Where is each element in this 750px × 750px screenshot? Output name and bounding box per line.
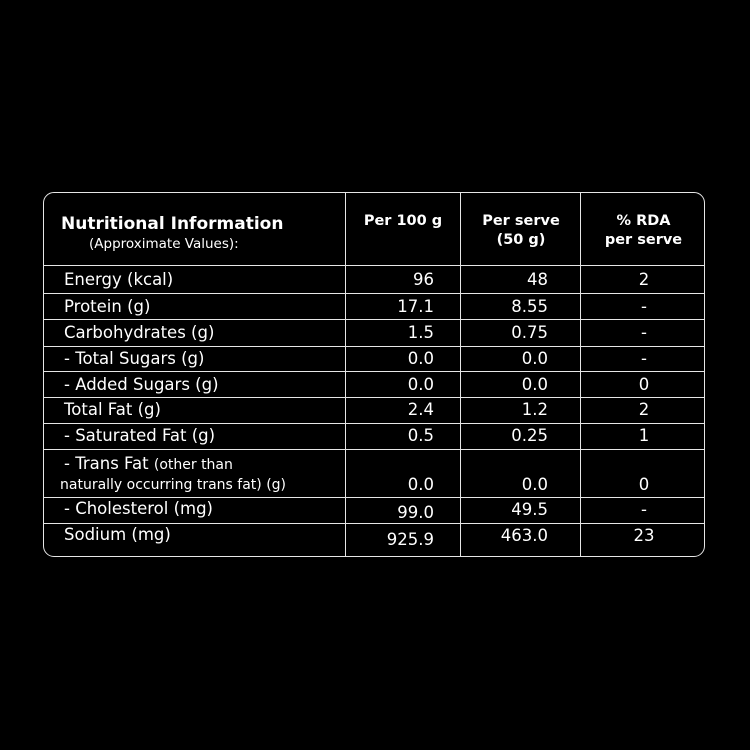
per-serve-value: 463.0 bbox=[500, 526, 548, 545]
per-100g-value: 17.1 bbox=[397, 297, 434, 316]
rda-value: 2 bbox=[638, 270, 650, 289]
column-divider bbox=[345, 193, 346, 556]
rda-value: - bbox=[641, 349, 647, 368]
row-label: Total Fat (g) bbox=[64, 400, 161, 419]
row-label: - Total Sugars (g) bbox=[64, 349, 205, 368]
rda-value: - bbox=[641, 323, 647, 342]
per-serve-value: 0.25 bbox=[511, 426, 548, 445]
column-header-per-serve-size: (50 g) bbox=[496, 232, 546, 248]
column-header-rda-label: % RDA bbox=[616, 213, 671, 229]
row-divider bbox=[44, 423, 704, 424]
per-serve-value: 1.2 bbox=[521, 400, 548, 419]
rda-value: 0 bbox=[638, 375, 650, 394]
table-title: Nutritional Information bbox=[61, 214, 284, 234]
per-100g-value: 0.5 bbox=[407, 426, 434, 445]
row-divider bbox=[44, 346, 704, 347]
per-100g-value: 0.0 bbox=[407, 375, 434, 394]
per-100g-value: 0.0 bbox=[407, 475, 434, 494]
table-subtitle: (Approximate Values): bbox=[89, 236, 239, 252]
per-serve-value: 8.55 bbox=[511, 297, 548, 316]
row-divider bbox=[44, 523, 704, 524]
column-header-per-100g bbox=[345, 212, 461, 231]
per-100g-value: 925.9 bbox=[386, 530, 434, 549]
row-divider bbox=[44, 449, 704, 450]
rda-value: 1 bbox=[638, 426, 650, 445]
row-divider bbox=[44, 497, 704, 498]
row-label: Sodium (mg) bbox=[64, 525, 171, 544]
row-divider bbox=[44, 293, 704, 294]
per-100g-value: 2.4 bbox=[407, 400, 434, 419]
rda-value: - bbox=[641, 500, 647, 519]
column-header-per-serve bbox=[461, 212, 581, 250]
row-label: Energy (kcal) bbox=[64, 270, 174, 289]
row-divider bbox=[44, 397, 704, 398]
row-label-main: - Trans Fat bbox=[64, 454, 149, 473]
per-100g-value: 1.5 bbox=[407, 323, 434, 342]
column-header-rda bbox=[581, 212, 706, 250]
row-label: Protein (g) bbox=[64, 297, 151, 316]
row-label bbox=[64, 454, 233, 475]
per-serve-value: 0.0 bbox=[521, 375, 548, 394]
row-label: Carbohydrates (g) bbox=[64, 323, 215, 342]
row-label: - Cholesterol (mg) bbox=[64, 499, 213, 518]
per-serve-value: 48 bbox=[527, 270, 548, 289]
rda-value: 2 bbox=[638, 400, 650, 419]
per-serve-value: 49.5 bbox=[511, 500, 548, 519]
column-header-per-serve-label: Per serve bbox=[482, 213, 560, 229]
row-label: - Saturated Fat (g) bbox=[64, 426, 216, 445]
per-serve-value: 0.0 bbox=[521, 349, 548, 368]
row-label-note: (other than bbox=[153, 457, 233, 473]
rda-value: 23 bbox=[633, 526, 655, 545]
per-100g-value: 0.0 bbox=[407, 349, 434, 368]
row-divider bbox=[44, 319, 704, 320]
per-serve-value: 0.0 bbox=[521, 475, 548, 494]
per-100g-value: 99.0 bbox=[397, 503, 434, 522]
row-label: - Added Sugars (g) bbox=[64, 375, 219, 394]
rda-value: - bbox=[641, 297, 647, 316]
per-serve-value: 0.75 bbox=[511, 323, 548, 342]
column-header-rda-sub: per serve bbox=[604, 232, 683, 248]
nutrition-table bbox=[43, 192, 705, 557]
rda-value: 0 bbox=[638, 475, 650, 494]
per-100g-value: 96 bbox=[413, 270, 434, 289]
row-divider bbox=[44, 265, 704, 266]
row-label-continued: naturally occurring trans fat) (g) bbox=[60, 477, 287, 493]
row-divider bbox=[44, 371, 704, 372]
column-header-per-100g-label: Per 100 g bbox=[363, 213, 443, 229]
